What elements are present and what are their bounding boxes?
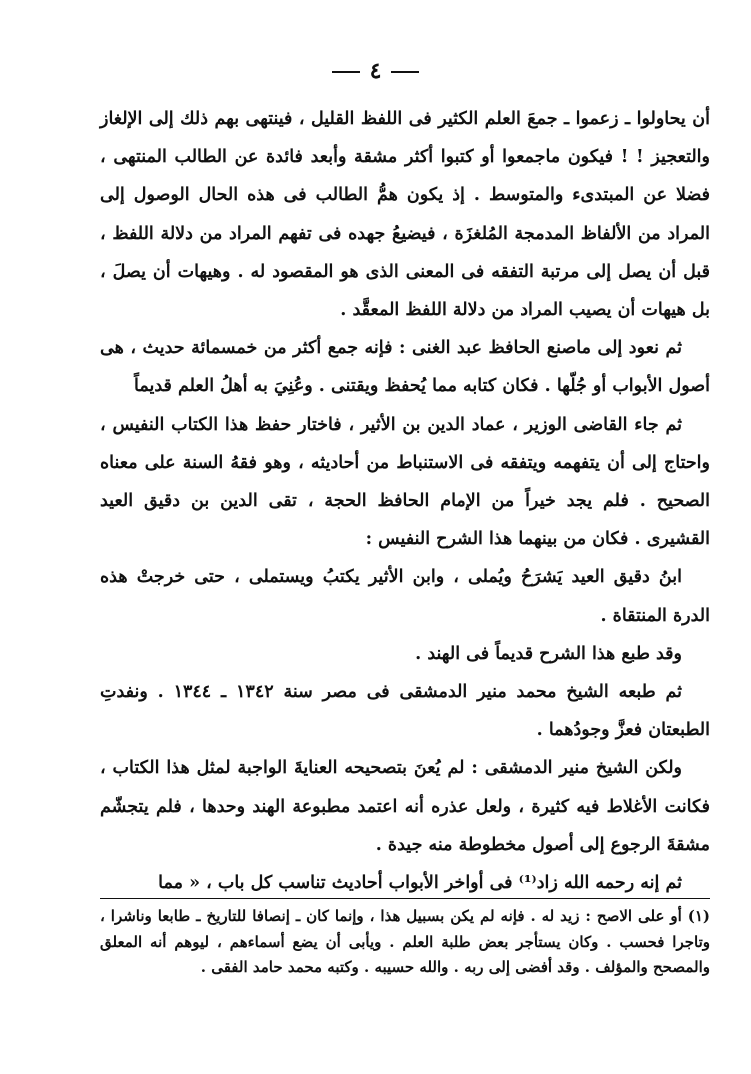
- page-number: [0, 58, 751, 84]
- footnotes: [100, 904, 710, 981]
- footnote-divider: [100, 898, 710, 899]
- paragraph: ولكن الشيخ منير الدمشقى : لم يُعنَ بتصحيحه العنايةَ الواجبة لمثل هذا الكتاب ، فكانت الأغلاط فيه كثيرة ، ولعل عذره أنه اعتمد مطبوعة الهند وحدها ، فلم يتجشّم مشقةَ الرجوع إلى أصول مخطوطة منه جيدة .: [100, 758, 710, 855]
- paragraph: ابنُ دقيق العيد يَشرَحُ ويُملى ، وابن الأثير يكتبُ ويستملى ، حتى خرجتْ هذه الدرة المنتقاة .: [100, 567, 710, 626]
- paragraph: ثم طبعه الشيخ محمد منير الدمشقى فى مصر سنة ١٣٤٢ ـ ١٣٤٤ . ونفدتِ الطبعتان فعزَّ وجودُهما .: [100, 682, 710, 741]
- paragraph: ثم جاء القاضى الوزير ، عماد الدين بن الأثير ، فاختار حفظ هذا الكتاب النفيس ، واحتاج إلى أن يتفهمه ويتفقه فى الاستنباط من أحاديثه ، وهو فقهُ السنة على معناه الصحيح . فلم يجد خيراً من الإمام الحافظ الحجة ، تقى الدين بن دقيق العيد القشيرى . فكان من بينهما هذا الشرح النفيس :: [100, 414, 710, 550]
- main-text: [100, 100, 710, 902]
- page-number-dash-right: [391, 71, 419, 73]
- paragraph: أن يحاولوا ـ زعموا ـ جمعَ العلم الكثير فى اللفظ القليل ، فينتهى بهم ذلك إلى الإلغاز والتعجيز ! ! فيكون ماجمعوا أو كتبوا أكثر مشقة وأبعد فائدة عن الطالب المنتهى ، فضلا عن المبتدىء والمتوسط . إذ يكون همُّ الطالب فى هذه الحال الوصول إلى المراد من الألفاظ المدمجة المُلغزَة ، فيضيعُ جهده فى تفهم المراد من دلالة اللفظ ، قبل أن يصل إلى مرتبة التفقه فى المعنى الذى هو المقصود له . وهيهات أن يصلَ ، بل هيهات أن يصيب المراد من دلالة اللفظ المعقَّد .: [100, 109, 710, 321]
- page-number-text: ٤: [369, 58, 382, 84]
- paragraph: ثم إنه رحمه الله زاد⁽¹⁾ فى أواخر الأبواب أحاديث تناسب كل باب ، « مما: [158, 873, 682, 894]
- paragraph: ثم نعود إلى ماصنع الحافظ عبد الغنى : فإنه جمع أكثر من خمسمائة حديث ، هى أصول الأبواب أو جُلّها . فكان كتابه مما يُحفظ ويقتنى . وعُنِيَ به أهلُ العلم قديماً: [100, 338, 710, 397]
- footnote: (١) أو على الاصح : زيد له . فإنه لم يكن بسبيل هذا ، وإنما كان ـ إنصافا للتاريخ ـ طابعا وناشرا ، وتاجرا فحسب . وكان يستأجر بعض طلبة العلم . ويأبى أن يضع أسماءهم ، ليوهم أنه المعلق والمصحح والمؤلف . وقد أفضى إلى ربه . والله حسيبه . وكتبه محمد حامد الفقى .: [100, 907, 710, 976]
- page-number-dash-left: [332, 71, 360, 73]
- paragraph: وقد طبع هذا الشرح قديماً فى الهند .: [415, 643, 682, 664]
